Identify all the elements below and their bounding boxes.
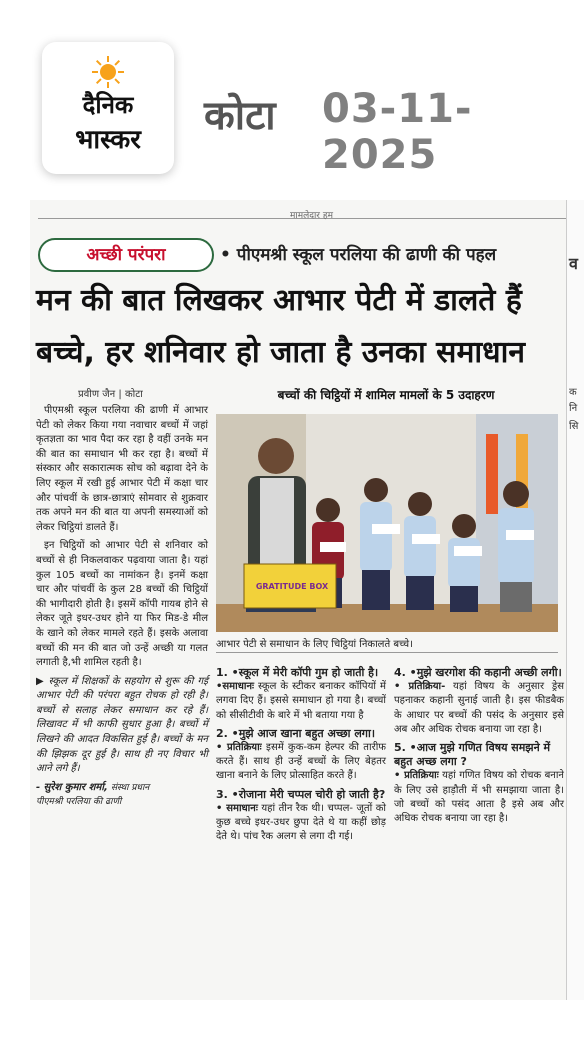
example-question: 2. •मुझे आज खाना बहुत अच्छा लगा। xyxy=(216,726,376,740)
answer-text: स्कूल के स्टीकर बनाकर कॉपियों में लगवा दिए हैं। इससे समाधान हो गया है। बच्चों को सीसीटीवी के बारे में भी बताया गया है xyxy=(216,681,386,721)
strip-text: सि xyxy=(569,421,579,432)
edition-date: 03-11-2025 xyxy=(322,86,473,178)
sun-icon xyxy=(92,56,124,88)
example-answer xyxy=(216,680,386,723)
answer-label: • प्रतिक्रिया- xyxy=(394,681,446,693)
answer-text: यहां गणित विषय को रोचक बनाने के लिए उसे हाड़ौती में भी समझाया जाता है। जो बच्चों को पसंद आता है इसे अब और अधिक रोचक बनाया जा रहा है। xyxy=(394,770,564,825)
strip-text: क xyxy=(569,387,577,398)
body-paragraph: इन चिट्ठियों को आभार पेटी से शनिवार को बच्चों से ही निकलवाकर पढ़वाया जाता है। यहां कुल 105 बच्चों का नामांकन है। इनमें कक्षा चार और पांचवीं के कुल 28 बच्चों की चिट्ठियों की भागीदारी होती है। इसमें कॉपी गायब होने से लेकर जूते इधर-उधर होने या फिर मिड-डे मील के खाने को लेकर मामले रहते हैं। इसके अलावा बच्चों की मन की बात जो उन्हें अच्छी या गलत लगाती है,भी शामिल रहती है। xyxy=(36,540,208,669)
answer-label: • समाधानः xyxy=(216,802,258,814)
answer-text: इसमें कुक-कम हेल्पर की तारीफ करते हैं। साथ ही उन्हें बच्चों के लिए बेहतर खाना बनाने के लिए प्रोत्साहित करते हैं। xyxy=(216,742,386,782)
sign-org: पीएमश्री परलिया की ढाणी xyxy=(36,797,122,808)
examples-column-2 xyxy=(394,662,564,828)
principal-quote: ▶ स्कूल में शिक्षकों के सहयोग से शुरू की गई आभार पेटी की परंपरा बहुत रोचक हो रही है। बच्चों से सलाह लेकर समाधान कर रहे हैं। लिखावट में भी काफी सुधार हुआ है। बच्चों में लिखने की आदत विकसित हुई है। बच्चों के मन की झिझक दूर हुई है। साथ ही नए विचार भी आने लगे हैं। xyxy=(36,675,209,775)
header xyxy=(0,0,584,200)
answer-label: • प्रतिक्रियाः xyxy=(394,770,439,782)
signature xyxy=(36,781,208,810)
logo-line1: दैनिक xyxy=(82,91,134,119)
photo-caption: आभार पेटी से समाधान के लिए चिट्ठियां निकालते बच्चे। xyxy=(216,639,413,650)
cutoff-text: मामलेदार हम xyxy=(290,211,334,221)
divider xyxy=(216,652,558,653)
answer-text: यहां तीन रैक थी। चप्पल- जूतों को कुछ बच्चे इधर-उधर छुपा देते थे या कहीं छोड़ देते थे। पांच रैक अलग से लगा दी गई। xyxy=(216,802,387,843)
example-question: 5. •आज मुझे गणित विषय समझने में बहुत अच्छ लगा ? xyxy=(394,741,551,769)
category-badge: अच्छी परंपरा xyxy=(38,238,214,272)
example-answer xyxy=(216,741,386,784)
quote-text: स्कूल में शिक्षकों के सहयोग से शुरू की गई आभार पेटी की परंपरा बहुत रोचक हो रही है। बच्चों से सलाह लेकर समाधान कर रहे हैं। लिखावट में भी काफी सुधार हुआ है। बच्चों में लिखने की आदत विकसित हुई है। बच्चों के मन की झिझक दूर हुई है। साथ ही नए विचार भी आने लगे हैं। xyxy=(36,675,209,775)
headline-line2: बच्चे, हर शनिवार हो जाता है उनका समाधान xyxy=(36,335,526,370)
example-answer xyxy=(394,680,564,737)
newspaper-clipping xyxy=(30,200,584,1000)
headline-line1: मन की बात लिखकर आभार पेटी में डालते हैं xyxy=(36,283,522,318)
answer-label: •समाधानः xyxy=(216,681,255,693)
example-question: 1. •स्कूल में मेरी कॉपी गुम हो जाती है। xyxy=(216,666,379,679)
byline: प्रवीण जैन | कोटा xyxy=(78,389,143,400)
photo-heading: बच्चों की चिट्ठियों में शामिल मामलों के 5 उदाहरण xyxy=(277,388,495,402)
kicker: • पीएमश्री स्कूल परलिया की ढाणी की पहल xyxy=(220,245,497,265)
city-name: कोटा xyxy=(204,93,276,139)
answer-text: यहां विषय के अनुसार ड्रेस पहनाकर कहानी सुनाई जाती है। इस फीडबैक के आधार पर बच्चों की पसंद के अनुसार इसे अब और अधिक रोचक बनाया जा रहा है। xyxy=(394,681,564,735)
sign-name: - सुरेश कुमार शर्मा, xyxy=(36,781,108,793)
example-answer xyxy=(216,802,386,845)
dainik-bhaskar-logo[interactable] xyxy=(42,42,174,174)
sign-role: संस्था प्रधान xyxy=(110,782,150,793)
examples-column-1 xyxy=(216,662,386,846)
gratitude-box-label: GRATITUDE BOX xyxy=(255,582,329,591)
logo-line2: भास्कर xyxy=(75,125,141,155)
adjacent-article-strip xyxy=(566,200,584,1000)
example-answer xyxy=(394,769,564,826)
strip-text: नि xyxy=(569,403,578,414)
bottom-margin xyxy=(0,1000,584,1043)
example-question: 4. •मुझे खरगोश की कहानी अच्छी लगी। xyxy=(394,666,562,679)
example-question: 3. •रोजाना मेरी चप्पल चोरी हो जाती है? xyxy=(216,787,386,801)
article-body xyxy=(36,404,208,814)
answer-label: • प्रतिक्रियाः xyxy=(216,742,262,754)
strip-text: व xyxy=(569,254,578,273)
body-paragraph: पीएमश्री स्कूल परलिया की ढाणी में आभार पेटी को लेकर किया गया नवाचार बच्चों में जहां कृतज्ञता का भाव पैदा कर रहा है वहीं उनके मन की बात का समाधान भी कर रहा है। बच्चों में संस्कार और सकारात्मक सोच को बढ़ावा देने के लिए स्कूल में रखी हुई आभार पेटी में कक्षा चार और पांचवीं के छात्र-छात्राएं सोमवार से शुक्रवार तक अपने मन की बात या अपनी समस्याओं को लेकर चिट्ठियां डालते हैं। xyxy=(36,405,208,533)
